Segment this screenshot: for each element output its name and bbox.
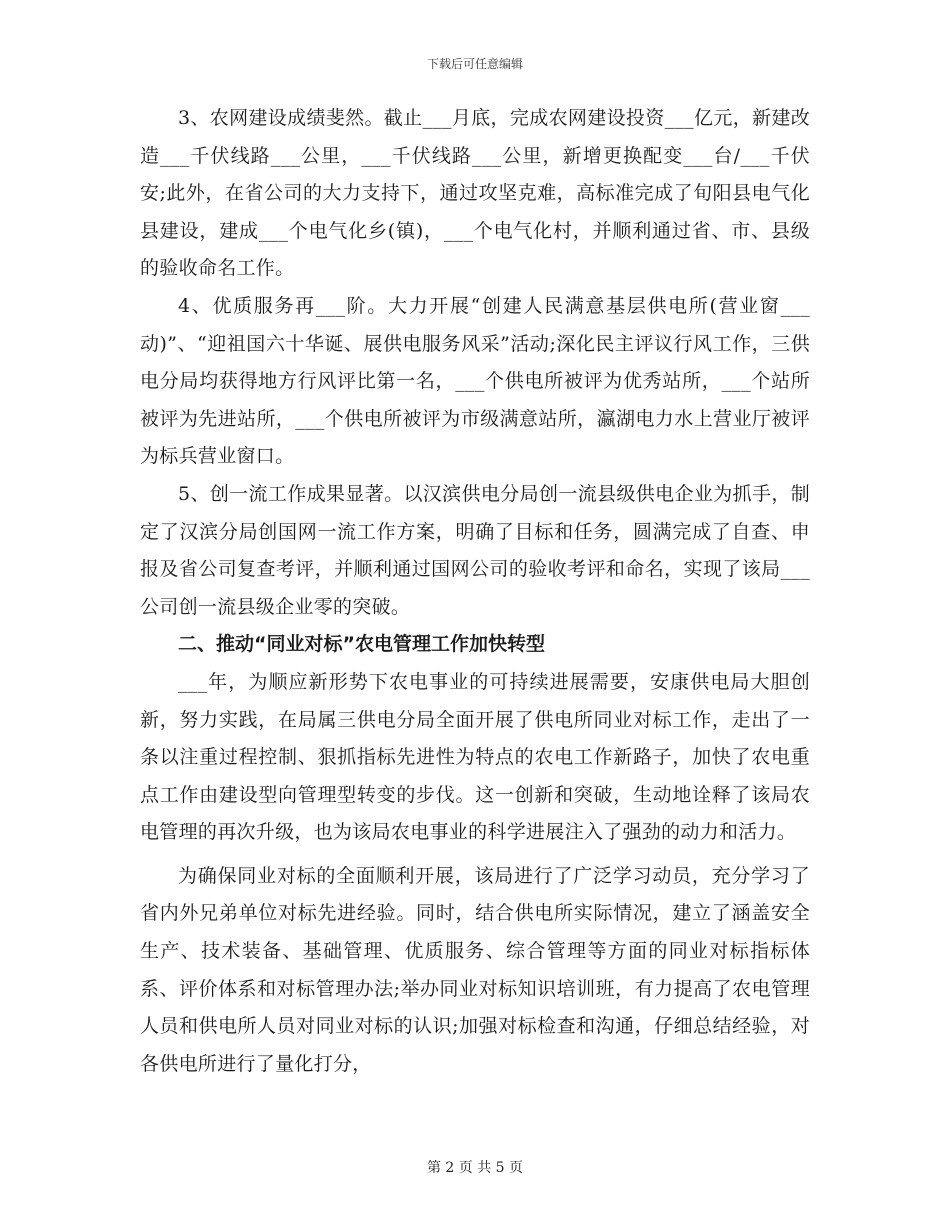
section-heading: 二、推动“同业对标”农电管理工作加快转型: [178, 633, 545, 656]
page-header: 下载后可任意编辑: [426, 57, 523, 71]
paragraph-benchmarking-measures: 为确保同业对标的全面顺利开展，该局进行了广泛学习动员，充分学习了省内外兄弟单位对标先进经验。同时，结合供电所实际情况，建立了涵盖安全生产、技术装备、基础管理、优质服务、综合管理等方面的同业对标指标体系、评价体系和对标管理办法;举办同业对标知识培训班，有力提高了农电管理人员和供电所人员对同业对标的认识;加强对标检查和沟通，仔细总结经验，对各供电所进行了量化打分，: [140, 864, 810, 1075]
paragraph-rural-grid: 3、农网建设成绩斐然。截止___月底，完成农网建设投资___亿元，新建改造___千伏线路___公里，___千伏线路___公里，新增更换配变___台/___千伏安;此外，在省公司的大力支持下，通过攻坚克难，高标准完成了旬阳县电气化县建设，建成___个电气化乡(镇)，___个电气化村，并顺利通过省、市、县级的验收命名工作。: [140, 107, 810, 280]
paragraph-quality-service: 4、优质服务再___阶。大力开展“创建人民满意基层供电所(营业窗___动)”、“迎祖国六十华诞、展供电服务风采”活动;深化民主评议行风工作，三供电分局均获得地方行风评比第一名，___个供电所被评为优秀站所，___个站所被评为先进站所，___个供电所被评为市级满意站所，瀛湖电力水上营业厅被评为标兵营业窗口。: [140, 294, 810, 468]
paragraph-first-class: 5、创一流工作成果显著。以汉滨供电分局创一流县级供电企业为抓手，制定了汉滨分局创国网一流工作方案，明确了目标和任务，圆满完成了自查、申报及省公司复查考评，并顺利通过国网公司的验收考评和命名，实现了该局___公司创一流县级企业零的突破。: [140, 482, 810, 618]
page-footer: 第 2 页 共 5 页: [426, 1160, 524, 1176]
paragraph-benchmarking: ___年，为顺应新形势下农电事业的可持续进展需要，安康供电局大胆创新，努力实践，在局属三供电分局全面开展了供电所同业对标工作，走出了一条以注重过程控制、狠抓指标先进性为特点的农电工作新路子，加快了农电重点工作由建设型向管理型转变的步伐。这一创新和突破，生动地诠释了该局农电管理的再次升级，也为该局农电事业的科学进展注入了强劲的动力和活力。: [140, 670, 810, 844]
document-body: [140, 100, 810, 1083]
